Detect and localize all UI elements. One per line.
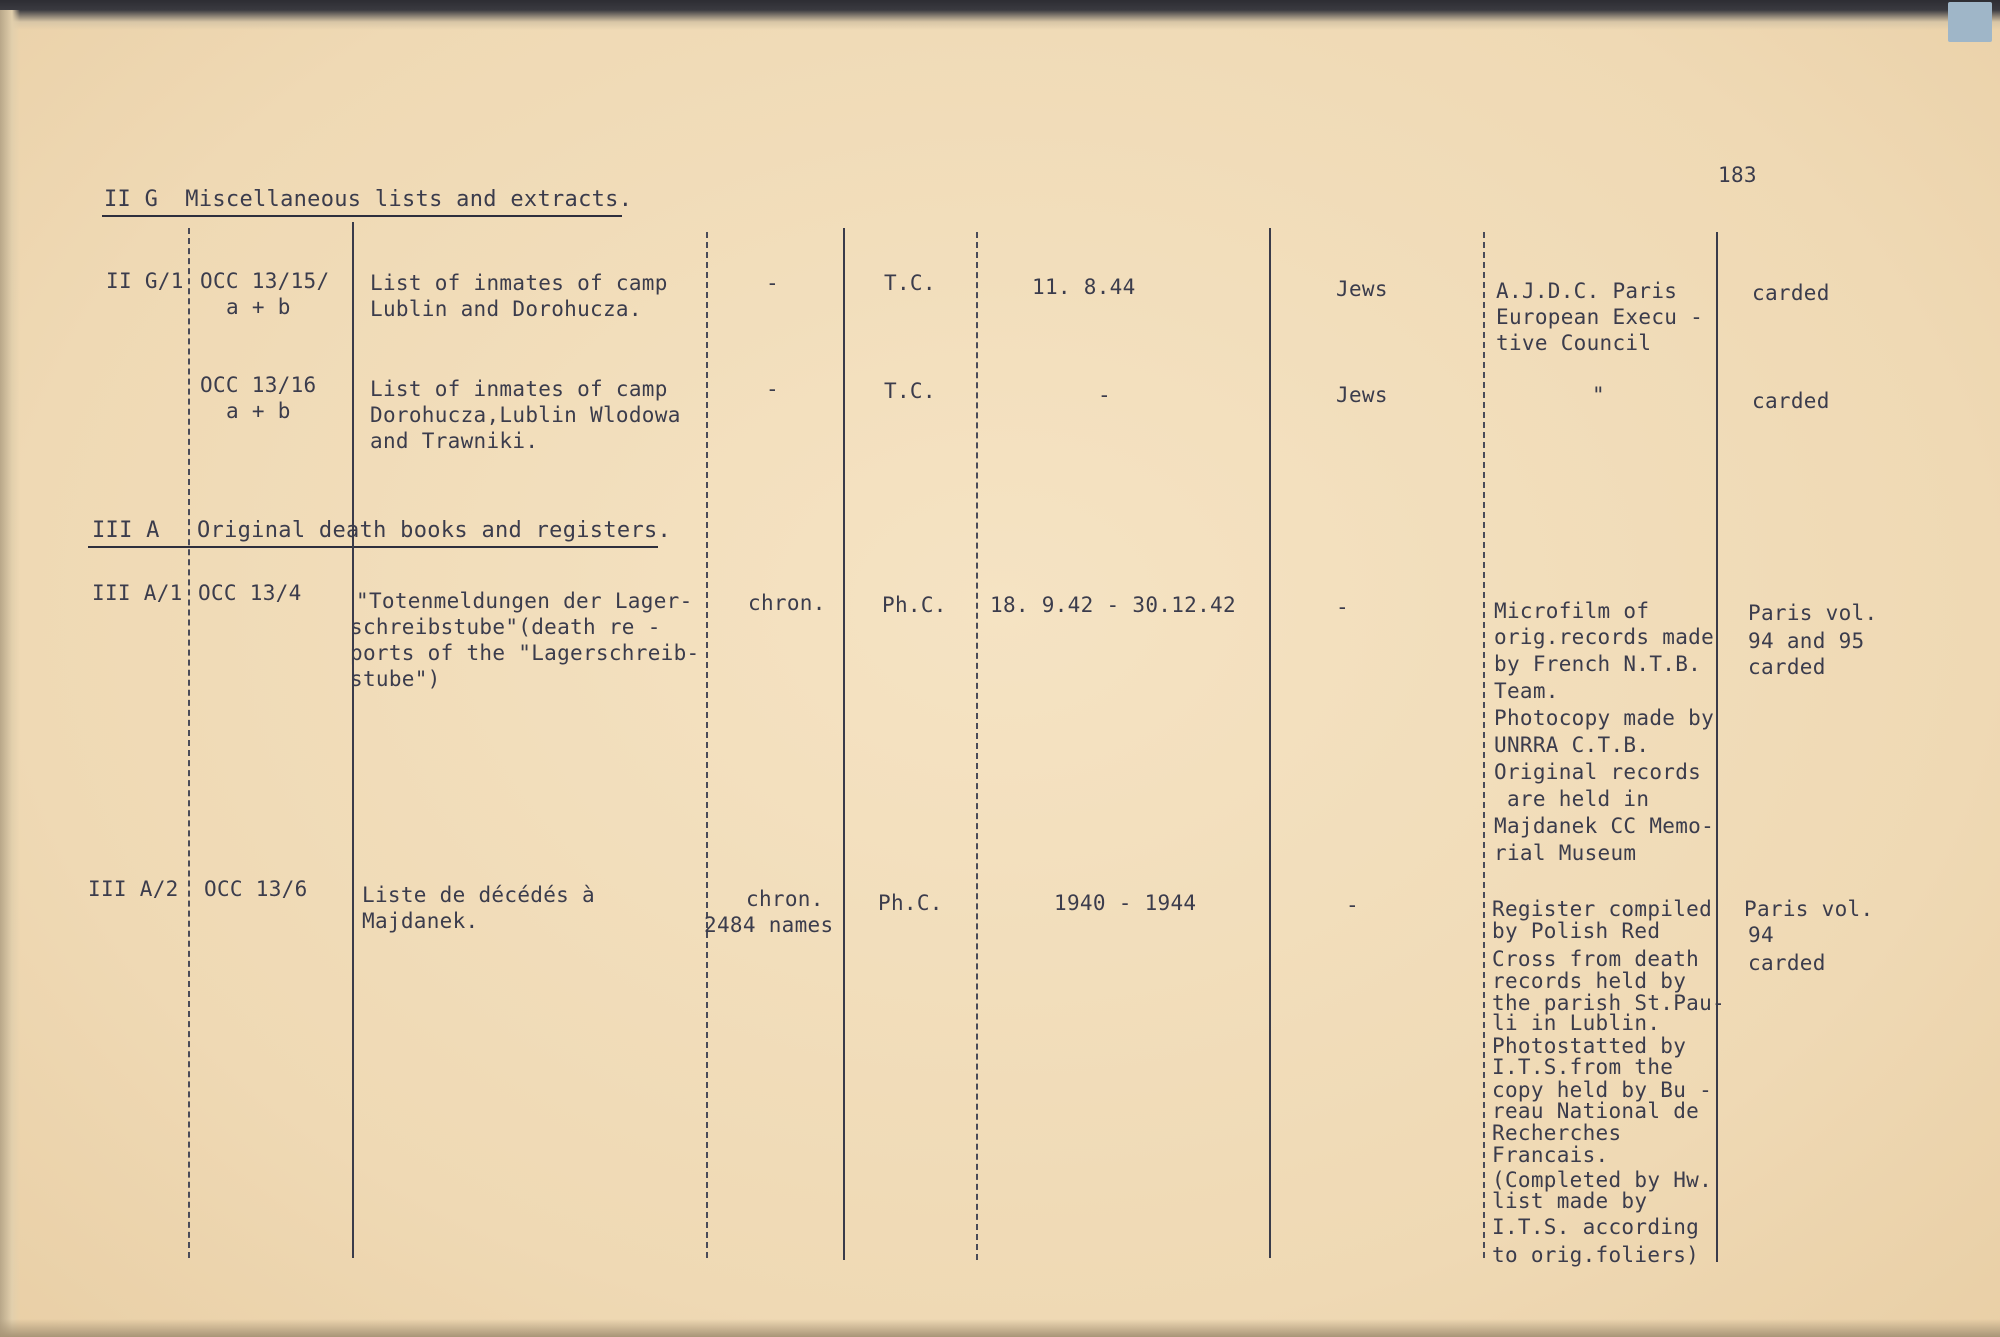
row-code-line: OCC 13/16	[200, 373, 317, 397]
row-source-line: copy held by Bu -	[1492, 1078, 1713, 1102]
row-code-line: a + b	[226, 295, 291, 319]
row-source-line: rial Museum	[1494, 841, 1637, 865]
row-source-line: records held by	[1492, 969, 1687, 993]
row-remarks-line: carded	[1752, 281, 1830, 305]
row-remarks-line: 94	[1748, 923, 1774, 947]
row-description-line: Majdanek.	[362, 909, 479, 933]
row-source-line: Majdanek CC Memo-	[1494, 814, 1715, 838]
row-source-line: to orig.foliers)	[1492, 1243, 1700, 1267]
row-description-line: Liste de décédés à	[362, 883, 595, 907]
row-description-line: schreibstube"(death re -	[350, 615, 661, 639]
row-arrangement-line: 2484 names	[704, 913, 834, 937]
row-code-line: OCC 13/4	[198, 581, 302, 605]
section-a-underline	[88, 546, 658, 548]
row-description-line: List of inmates of camp	[370, 377, 668, 401]
row-source-line: tive Council	[1496, 331, 1652, 355]
row-source-line: by Polish Red	[1492, 919, 1661, 943]
row-form: T.C.	[884, 271, 936, 295]
row-form: Ph.C.	[882, 593, 947, 617]
row-source-line: are held in	[1494, 787, 1650, 811]
row-source-line: by French N.T.B.	[1494, 652, 1702, 676]
row-form: Ph.C.	[878, 891, 943, 915]
row-remarks-line: Paris vol.	[1748, 601, 1878, 625]
row-source-line: European Execu -	[1496, 305, 1704, 329]
section-g-underline	[102, 215, 622, 217]
row-source-line: list made by	[1492, 1189, 1648, 1213]
row-remarks-line: 94 and 95	[1748, 629, 1865, 653]
row-category: Jews	[1336, 383, 1388, 407]
row-ref: III A/2	[88, 877, 179, 901]
column-divider-8	[1716, 232, 1718, 1262]
column-divider-5	[976, 232, 978, 1260]
row-form: T.C.	[884, 379, 936, 403]
row-description-line: stube")	[350, 667, 441, 691]
row-arrangement-line: chron.	[746, 887, 824, 911]
column-divider-4	[843, 228, 845, 1260]
row-description-line: "Totenmeldungen der Lager-	[356, 589, 693, 613]
row-dates: -	[1098, 383, 1111, 407]
page-number: 183	[1718, 163, 1757, 187]
row-arrangement: -	[766, 377, 779, 401]
row-source-line: Microfilm of	[1494, 599, 1650, 623]
row-source-line: orig.records made	[1494, 625, 1715, 649]
row-code-line: a + b	[226, 399, 291, 423]
row-source-line: A.J.D.C. Paris	[1496, 279, 1678, 303]
row-source-line: UNRRA C.T.B.	[1494, 733, 1650, 757]
row-remarks-line: carded	[1752, 389, 1830, 413]
row-source-line: Photostatted by	[1492, 1034, 1687, 1058]
row-remarks-line: carded	[1748, 655, 1826, 679]
section-g-heading: II G Miscellaneous lists and extracts.	[104, 187, 633, 212]
column-divider-6	[1269, 228, 1271, 1258]
row-code-line: OCC 13/15/	[200, 269, 330, 293]
row-dates: 18. 9.42 - 30.12.42	[990, 593, 1236, 617]
row-source-line: Recherches	[1492, 1121, 1622, 1145]
row-description-line: and Trawniki.	[370, 429, 539, 453]
row-source-line: I.T.S. according	[1492, 1215, 1700, 1239]
row-source-line: (Completed by Hw.	[1492, 1168, 1713, 1192]
row-description-line: Lublin and Dorohucza.	[370, 297, 642, 321]
row-source-line: I.T.S.from the	[1492, 1055, 1674, 1079]
row-source-line: reau National de	[1492, 1099, 1700, 1123]
page-bottom-edge	[0, 1319, 2000, 1337]
row-source-line: Photocopy made by	[1494, 706, 1715, 730]
column-divider-1	[188, 228, 190, 1258]
column-divider-7	[1483, 232, 1485, 1258]
row-source-line: Francais.	[1492, 1143, 1609, 1167]
row-source-line: Register compiled	[1492, 897, 1713, 921]
row-ref: III A/1	[92, 581, 183, 605]
row-source-line: Team.	[1494, 679, 1559, 703]
scan-corner-mark	[1948, 2, 1992, 42]
row-category: -	[1336, 595, 1349, 619]
row-description-line: Dorohucza,Lublin Wlodowa	[370, 403, 681, 427]
row-ref: II G/1	[106, 269, 184, 293]
row-source-line: Original records	[1494, 760, 1702, 784]
row-arrangement: -	[766, 271, 779, 295]
section-a-heading-number: III A	[92, 518, 160, 543]
row-source-line: the parish St.Pau-	[1492, 991, 1725, 1015]
row-dates: 11. 8.44	[1032, 275, 1136, 299]
row-arrangement-line: chron.	[748, 591, 826, 615]
column-divider-3	[706, 232, 708, 1258]
row-source-line: Cross from death	[1492, 947, 1700, 971]
row-category: Jews	[1336, 277, 1388, 301]
column-divider-2	[352, 222, 354, 1258]
scan-top-edge	[0, 0, 2000, 30]
row-description-line: ports of the "Lagerschreib-	[350, 641, 700, 665]
row-code-line: OCC 13/6	[204, 877, 308, 901]
row-source-line: li in Lublin.	[1492, 1011, 1661, 1035]
row-dates: 1940 - 1944	[1054, 891, 1197, 915]
row-category: -	[1346, 893, 1359, 917]
row-source-line: "	[1592, 383, 1605, 407]
page-left-edge	[0, 10, 20, 1337]
section-a-heading-text: Original death books and registers.	[197, 518, 672, 543]
row-remarks-line: carded	[1748, 951, 1826, 975]
row-description-line: List of inmates of camp	[370, 271, 668, 295]
row-remarks-line: Paris vol.	[1744, 897, 1874, 921]
